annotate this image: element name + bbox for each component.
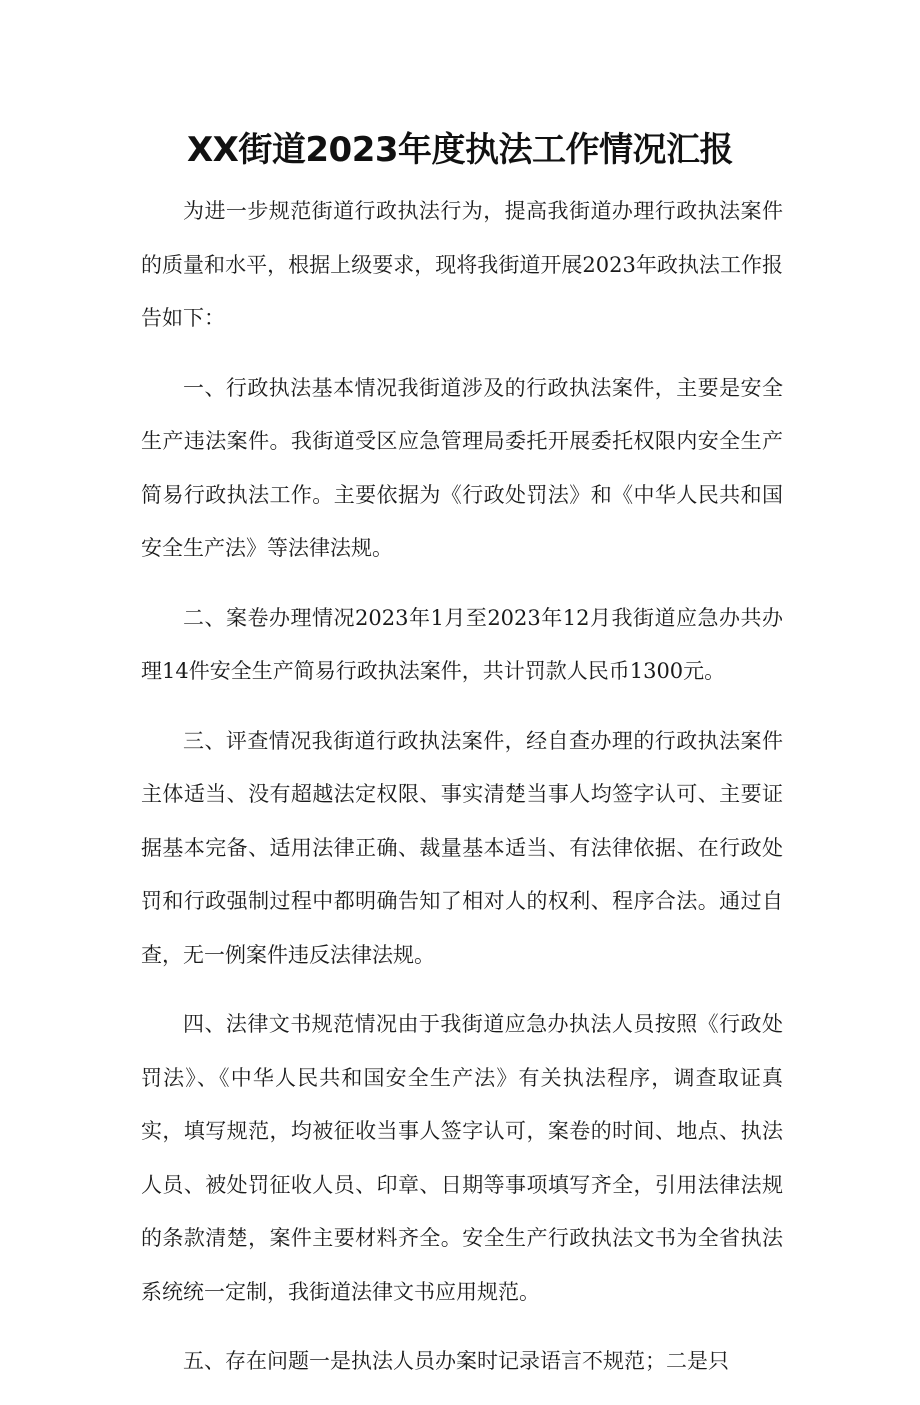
paragraph-section-1: 一、行政执法基本情况我街道涉及的行政执法案件，主要是安全生产违法案件。我街道受区应急管理局委托开展委托权限内安全生产简易行政执法工作。主要依据为《行政处罚法》和《中华人民共和国安全生产法》等法律法规。 [141, 375, 783, 560]
paragraph-section-5: 五、存在问题一是执法人员办案时记录语言不规范；二是只 [183, 1349, 729, 1373]
paragraph-section-2: 二、案卷办理情况2023年1月至2023年12月我街道应急办共办理14件安全生产简易行政执法案件，共计罚款人民币1300元。 [141, 605, 783, 683]
paragraph-intro: 为进一步规范街道行政执法行为，提高我街道办理行政执法案件的质量和水平，根据上级要求，现将我街道开展2023年政执法工作报告如下： [141, 199, 783, 330]
document-body [141, 185, 783, 1405]
paragraph-section-3: 三、评查情况我街道行政执法案件，经自查办理的行政执法案件主体适当、没有超越法定权限、事实清楚当事人均签字认可、主要证据基本完备、适用法律正确、裁量基本适当、有法律依据、在行政处罚和行政强制过程中都明确告知了相对人的权利、程序合法。通过自查，无一例案件违反法律法规。 [141, 728, 783, 967]
paragraph-section-4: 四、法律文书规范情况由于我街道应急办执法人员按照《行政处罚法》、《中华人民共和国安全生产法》有关执法程序，调查取证真实，填写规范，均被征收当事人签字认可，案卷的时间、地点、执法人员、被处罚征收人员、印章、日期等事项填写齐全，引用法律法规的条款清楚，案件主要材料齐全。安全生产行政执法文书为全省执法系统统一定制，我街道法律文书应用规范。 [141, 1012, 783, 1304]
document-title: XX街道2023年度执法工作情况汇报 [186, 130, 734, 170]
